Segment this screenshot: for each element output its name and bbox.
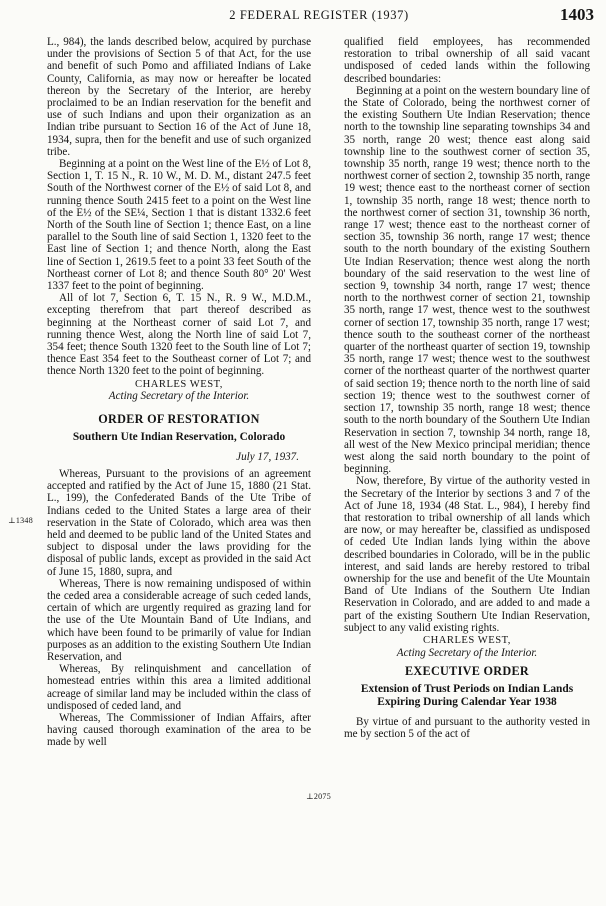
section-subheading: Extension of Trust Periods on Indian Lands Expiring During Calendar Year 1938 (360, 683, 574, 708)
page-header (44, 5, 594, 26)
signature-title: Acting Secretary of the Interior. (396, 646, 538, 659)
running-title: 2 FEDERAL REGISTER (1937) (229, 8, 409, 22)
margin-note: ⊥1348 (8, 516, 34, 525)
signature-name: CHARLES WEST, (423, 634, 511, 646)
signature-name: CHARLES WEST, (135, 378, 223, 390)
paragraph: Whereas, Pursuant to the provisions of an agreement accepted and ratified by the Act of June 15, 1880 (21 Stat. L., 199), the Confederated Bands of the Ute Tribe of Indians ceded to the United States a large area of their reservation in the State of Colorado, which area was then held and deemed to be public land of the United States and subject to disposal under the laws providing for the disposal of public lands, except as provided in the said Act of June 15, 1880, supra, and (47, 467, 311, 578)
section-heading: ORDER OF RESTORATION (98, 411, 260, 426)
section-heading: EXECUTIVE ORDER (404, 663, 530, 678)
paragraph: L., 984), the lands described below, acquired by purchase under the provisions of Section 5 of that Act, for the use and benefit of such Pomo and affiliated Indians of Lake County, California, as may now or hereafter be located thereon by the Secretary of the Interior, are hereby proclaimed to be an Indian reservation for the benefit and use of such Indians and upon their organization as an Indian tribe pursuant to Section 16 of the Act of June 18, 1934, supra, then for the benefit and use of such organized tribe. (47, 36, 311, 158)
paragraph: All of lot 7, Section 6, T. 15 N., R. 9 W., M.D.M., excepting therefrom that part thereof described as beginning at the Northeast corner of said Lot 7, and running thence West, along the North line of said Lot 7, 354 feet; thence South 1320 feet to the South line of Lot 7; thence East 354 feet to the Southeast corner of Lot 7; and thence North 1320 feet to the point of beginning. (47, 292, 311, 378)
paragraph: Whereas, The Commissioner of Indian Affairs, after having caused thorough examination of the area to be made by well (47, 711, 311, 749)
paragraph: Now, therefore, By virtue of the authority vested in the Secretary of the Interior by sections 3 and 7 of the Act of June 18, 1934 (48 Stat. L., 984), I hereby find that restoration to tribal ownership of all lands which are now, or may hereafter be, classified as undisposed of ceded Ute Indian lands lying within the above described boundaries in Colorado, will be in the public interest, and said lands are hereby restored to tribal ownership for the use and benefit of the Ute Mountain Band of Ute Indians of the Southern Ute Indian Reservation in Colorado, and are added to and made a part of the existing Southern Ute Indian Reservation, subject to any valid existing rights. (344, 475, 590, 634)
page-number: 1403 (560, 5, 594, 24)
signature-title: Acting Secretary of the Interior. (108, 390, 250, 403)
paragraph: Beginning at a point on the West line of the E½ of Lot 8, Section 1, T. 15 N., R. 10 W., M. D. M., distant 247.5 feet South of the Northwest corner of the E½ of said Lot 8, and running thence South 2415 feet to a point on the West line of the E½ of the SE¼, Section 1 that is distant 1332.6 feet North of the South line of Section 1; thence East, on a line parallel to the South line of said Section 1, 1320 feet to the East line of Section 1; and thence North, along the East line of Section 1, 2619.5 feet to a point 33 feet South of the Northeast corner of Lot 8; and thence South 80° 20' West 1337 feet to the point of beginning. (47, 158, 311, 293)
paragraph: Beginning at a point on the western boundary line of the State of Colorado, being the northwest corner of the existing Southern Ute Indian Reservation; thence north to the township line separating townships 34 and 35 north, range 20 west; thence east along said township line to the southwest corner of section 35, township 35 north, range 19 west; thence north to the northwest corner of section 2, township 35 north, range 19 west; thence east to the northeast corner of section 1, township 35 north, range 18 west; thence north to the northwest corner of section 31, township 36 north, range 17 west; thence east to the northeast corner of section 35, township 36 north, range 17 west; thence south to the north boundary of the existing Southern Ute Indian Reservation; thence west along the north boundary of the said reservation to the west line of section 9, township 34 north, range 17 west; thence north to the northwest corner of section 21, township 35 north, range 17 west, thence west to the southwest corner of section 17, township 35 north, range 17 west; thence south to the southeast corner of the northeast quarter of the northeast quarter of section 19, township 35 north, range 17 west; thence west to the southwest corner of the northeast quarter of the northwest quarter of said section 19; thence north to the north line of said section 19; thence west to the southwest corner of section 17, township 35 north, range 18 west; thence south to the north boundary of the Southern Ute Indian Reservation in section 7, township 34 north, range 18, all west of the New Mexico principal meridian; thence west along the said north boundary to the point of beginning. (344, 84, 590, 476)
paragraph: Whereas, There is now remaining undisposed of within the ceded area a considerable acreage of such ceded lands, certain of which are urgently required as grazing land for the use of the Ute Mountain Band of Ute Indians, and which have been found to be primarily of value for Indian purposes as an addition to the existing Southern Ute Indian Reservation, and (47, 577, 311, 663)
left-column (47, 36, 311, 749)
paragraph: By virtue of and pursuant to the authority vested in me by section 5 of the act of (344, 715, 590, 740)
margin-note: ⊥2075 (306, 792, 332, 801)
section-subheading: Southern Ute Indian Reservation, Colorado (72, 430, 286, 443)
paragraph: qualified field employees, has recommended restoration to tribal ownership of all said vacant undisposed of ceded lands within the following described boundaries: (344, 36, 590, 85)
order-date: July 17, 1937. (236, 450, 299, 463)
paragraph: Whereas, By relinquishment and cancellation of homestead entries within this area a limited additional acreage of similar land may be included within the class of undisposed of ceded land, and (47, 663, 311, 712)
right-column (344, 36, 590, 740)
